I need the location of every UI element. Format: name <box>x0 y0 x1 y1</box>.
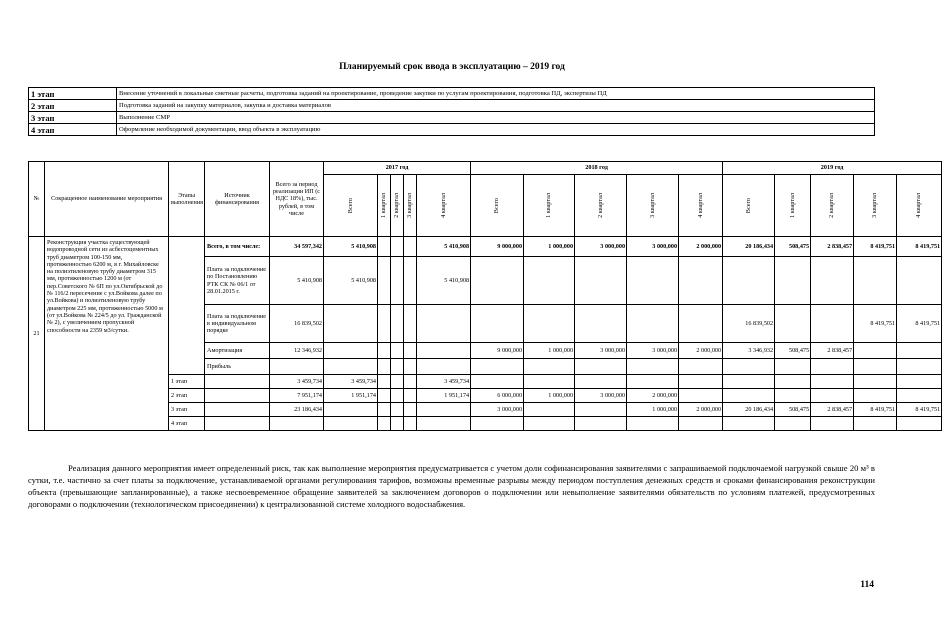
value-cell <box>391 343 404 359</box>
value-cell <box>378 237 391 257</box>
col-header-label: 1 квартал <box>380 193 388 218</box>
value-cell <box>471 359 524 375</box>
stage-row <box>29 88 875 100</box>
col-header-y2017-q1 <box>378 175 391 237</box>
value-cell <box>627 359 679 375</box>
col-header-y2018-q1 <box>524 175 575 237</box>
source-label: Прибыль <box>205 359 270 375</box>
col-header-stages: Этапы выполнения <box>169 162 205 237</box>
value-cell <box>324 417 378 431</box>
value-cell <box>679 257 723 305</box>
value-cell <box>404 343 417 359</box>
value-cell <box>378 343 391 359</box>
value-cell: 8 419,751 <box>897 403 942 417</box>
value-cell: 2 000,000 <box>679 343 723 359</box>
value-cell <box>378 257 391 305</box>
total-cell <box>270 359 324 375</box>
total-cell: 16 839,502 <box>270 305 324 343</box>
value-cell: 9 000,000 <box>471 343 524 359</box>
value-cell: 508,475 <box>775 403 811 417</box>
value-cell <box>811 359 854 375</box>
value-cell: 1 951,174 <box>417 389 471 403</box>
value-cell <box>471 417 524 431</box>
value-cell <box>378 403 391 417</box>
value-cell <box>324 403 378 417</box>
col-header-label: 1 квартал <box>788 193 796 218</box>
value-cell <box>897 375 942 389</box>
value-cell <box>391 305 404 343</box>
value-cell <box>404 359 417 375</box>
value-cell <box>575 257 627 305</box>
value-cell <box>723 359 775 375</box>
value-cell: 8 419,751 <box>854 305 897 343</box>
col-header-label: 1 квартал <box>545 193 553 218</box>
value-cell <box>524 359 575 375</box>
value-cell <box>471 257 524 305</box>
col-header-source: Источник финансирования <box>205 162 270 237</box>
value-cell <box>417 305 471 343</box>
value-cell: 2 000,000 <box>679 237 723 257</box>
value-cell <box>575 417 627 431</box>
col-header-y2018-q4 <box>679 175 723 237</box>
value-cell <box>897 343 942 359</box>
value-cell <box>854 257 897 305</box>
col-header-label: 3 квартал <box>871 193 879 218</box>
value-cell <box>854 375 897 389</box>
col-header-label: 4 квартал <box>439 193 447 218</box>
total-cell: 3 459,734 <box>270 375 324 389</box>
year-header-2017: 2017 год <box>324 162 471 175</box>
col-header-y2019-q2 <box>811 175 854 237</box>
value-cell <box>324 359 378 375</box>
value-cell: 1 000,000 <box>524 343 575 359</box>
col-header-y2019-q1 <box>775 175 811 237</box>
value-cell: 20 186,434 <box>723 403 775 417</box>
value-cell <box>811 375 854 389</box>
source-cell-empty <box>205 375 270 389</box>
total-cell: 12 346,932 <box>270 343 324 359</box>
value-cell: 3 000,000 <box>575 343 627 359</box>
source-cell-empty <box>205 417 270 431</box>
stage-cell: 3 этап <box>169 403 205 417</box>
value-cell: 6 000,000 <box>471 389 524 403</box>
value-cell: 2 000,000 <box>627 389 679 403</box>
value-cell <box>775 257 811 305</box>
financing-table <box>28 161 942 431</box>
value-cell <box>723 389 775 403</box>
col-header-label: 4 квартал <box>696 193 704 218</box>
value-cell <box>324 305 378 343</box>
page-title: Планируемый срок ввода в эксплуатацию – 2019 год <box>339 62 565 72</box>
value-cell <box>897 359 942 375</box>
value-cell <box>391 237 404 257</box>
value-cell <box>723 375 775 389</box>
value-cell <box>524 403 575 417</box>
value-cell: 3 459,734 <box>417 375 471 389</box>
col-header-y2019-q4 <box>897 175 942 237</box>
stage-cell-empty <box>169 237 205 375</box>
total-cell: 7 951,174 <box>270 389 324 403</box>
col-header-y2017-q3 <box>404 175 417 237</box>
value-cell <box>854 417 897 431</box>
value-cell <box>811 257 854 305</box>
value-cell <box>627 257 679 305</box>
value-cell <box>811 305 854 343</box>
year-header-2019: 2019 год <box>723 162 942 175</box>
value-cell <box>723 257 775 305</box>
value-cell <box>417 359 471 375</box>
col-header-y2018-all <box>471 175 524 237</box>
value-cell <box>391 375 404 389</box>
col-header-y2018-q2 <box>575 175 627 237</box>
value-cell <box>524 257 575 305</box>
col-header-name: Сокращенное наименование мероприятия <box>45 162 169 237</box>
value-cell <box>627 417 679 431</box>
col-header-label: 4 квартал <box>915 193 923 218</box>
value-cell <box>378 389 391 403</box>
stages-table <box>28 87 875 136</box>
value-cell: 508,475 <box>775 343 811 359</box>
value-cell <box>404 237 417 257</box>
value-cell <box>417 343 471 359</box>
value-cell: 3 000,000 <box>575 389 627 403</box>
value-cell: 3 000,000 <box>627 343 679 359</box>
value-cell <box>324 343 378 359</box>
value-cell: 3 000,000 <box>471 403 524 417</box>
value-cell: 8 419,751 <box>897 305 942 343</box>
value-cell <box>404 257 417 305</box>
value-cell <box>775 359 811 375</box>
value-cell: 5 410,908 <box>417 257 471 305</box>
stage-label: 4 этап <box>29 124 117 136</box>
value-cell: 2 838,457 <box>811 237 854 257</box>
value-cell: 2 838,457 <box>811 403 854 417</box>
value-cell <box>811 389 854 403</box>
col-header-y2019-all <box>723 175 775 237</box>
value-cell <box>679 305 723 343</box>
source-row <box>29 237 942 257</box>
stage-label: 3 этап <box>29 112 117 124</box>
total-cell: 34 597,342 <box>270 237 324 257</box>
value-cell <box>378 305 391 343</box>
source-cell-empty <box>205 403 270 417</box>
col-header-no: № <box>29 162 45 237</box>
col-header-y2017-q2 <box>391 175 404 237</box>
stage-row <box>29 112 875 124</box>
value-cell <box>723 417 775 431</box>
value-cell: 8 419,751 <box>854 403 897 417</box>
value-cell <box>404 375 417 389</box>
value-cell <box>471 305 524 343</box>
value-cell <box>854 389 897 403</box>
value-cell: 20 186,434 <box>723 237 775 257</box>
col-header-total: Всего за период реализации ИП (с НДС 18%), тыс. рублей, в том числе <box>270 162 324 237</box>
source-label: Амортизация <box>205 343 270 359</box>
stage-description: Внесение уточнений в локальные сметные расчеты, подготовка заданий на проектирование, проведение закупки по услугам проектирования, подготовка ПД, экспертизы ПД <box>117 88 875 100</box>
value-cell: 3 346,932 <box>723 343 775 359</box>
value-cell <box>897 417 942 431</box>
risk-paragraph: Реализация данного мероприятия имеет определенный риск, так как выполнение мероприятия предусматривается с учетом доли софинансирования заявителями с запрашиваемой подключаемой нагрузкой свыше 20 м³ в сутки, т.е. частично за счет платы за подключение, устанавливаемой органами регулирования тарифов, возможны временные разрывы между периодом поступления денежных средств и сроками финансирования реконструкции объекта (превышающие запланированные), а также несвоевременное обращение заявителей за заключением договоров о подключении или невыполнение заявителями обязательств по условиям платежей, предусмотренных договорами о подключении (технологическом присоединении) к централизованной системе холодного водоснабжения. <box>28 463 875 509</box>
stage-row <box>29 100 875 112</box>
measure-name: Реконструкция участка существующей водопроводной сети из асбестоцементных труб диаметром 100-150 мм, протяженностью 6200 м, в г. Михайловске на полиэтиленовую трубу диаметром 315 мм, протяженностью 1200 м (от пер.Советского № 6П по ул.Октябрьской до № 116/2 пересечение с ул.Войкова далее по ул.Войкова) и полиэтиленовую трубу диаметром 225 мм, протяженностью 5000 м (от ул.Войкова № 224/5 до ул. Гражданской № 2), с увеличением пропускной способности на 2359 м3/сутки. <box>45 237 169 431</box>
col-header-label: 2 квартал <box>393 193 401 218</box>
value-cell: 3 459,734 <box>324 375 378 389</box>
value-cell <box>897 389 942 403</box>
value-cell <box>679 417 723 431</box>
value-cell <box>404 417 417 431</box>
col-header-label: Всего <box>346 197 354 214</box>
value-cell: 16 839,502 <box>723 305 775 343</box>
col-header-label: 2 квартал <box>828 193 836 218</box>
source-label: Всего, в том числе: <box>205 237 270 257</box>
value-cell <box>627 375 679 389</box>
value-cell <box>391 359 404 375</box>
value-cell <box>378 417 391 431</box>
stage-label: 2 этап <box>29 100 117 112</box>
value-cell: 8 419,751 <box>854 237 897 257</box>
row-number: 21 <box>29 237 45 431</box>
col-header-y2019-q3 <box>854 175 897 237</box>
value-cell: 1 000,000 <box>627 403 679 417</box>
value-cell <box>854 359 897 375</box>
value-cell <box>404 389 417 403</box>
value-cell: 1 000,000 <box>524 389 575 403</box>
total-cell: 5 410,908 <box>270 257 324 305</box>
value-cell: 5 410,908 <box>324 237 378 257</box>
value-cell <box>391 403 404 417</box>
stage-cell: 1 этап <box>169 375 205 389</box>
value-cell <box>524 417 575 431</box>
year-header-2018: 2018 год <box>471 162 723 175</box>
col-header-label: 3 квартал <box>406 193 414 218</box>
value-cell <box>897 257 942 305</box>
value-cell <box>775 389 811 403</box>
stage-description: Оформление необходимой документации, ввод объекта в эксплуатацию <box>117 124 875 136</box>
stage-description: Выполнение СМР <box>117 112 875 124</box>
value-cell <box>391 417 404 431</box>
value-cell: 508,475 <box>775 237 811 257</box>
stage-cell: 4 этап <box>169 417 205 431</box>
source-label: Плата за подключение в индивидуальном порядке <box>205 305 270 343</box>
stage-description: Подготовка заданий на закупку материалов, закупка и доставка материалов <box>117 100 875 112</box>
value-cell: 8 419,751 <box>897 237 942 257</box>
value-cell: 5 410,908 <box>417 237 471 257</box>
col-header-label: Всего <box>744 197 752 214</box>
value-cell <box>471 375 524 389</box>
col-header-label: 3 квартал <box>648 193 656 218</box>
value-cell <box>679 389 723 403</box>
col-header-label: Всего <box>493 197 501 214</box>
stage-row <box>29 124 875 136</box>
value-cell <box>575 305 627 343</box>
value-cell: 1 951,174 <box>324 389 378 403</box>
value-cell <box>627 305 679 343</box>
value-cell <box>417 403 471 417</box>
value-cell <box>524 305 575 343</box>
col-header-y2017-q4 <box>417 175 471 237</box>
col-header-y2018-q3 <box>627 175 679 237</box>
source-cell-empty <box>205 389 270 403</box>
value-cell <box>404 305 417 343</box>
value-cell <box>811 417 854 431</box>
total-cell <box>270 417 324 431</box>
value-cell: 5 410,908 <box>324 257 378 305</box>
value-cell <box>679 375 723 389</box>
value-cell <box>775 417 811 431</box>
stage-cell: 2 этап <box>169 389 205 403</box>
value-cell <box>775 305 811 343</box>
value-cell <box>854 343 897 359</box>
stage-label: 1 этап <box>29 88 117 100</box>
value-cell <box>679 359 723 375</box>
col-header-y2017-all <box>324 175 378 237</box>
source-label: Плата за подключение по Постановлению РТК СК № 06/1 от 28.01.2015 г. <box>205 257 270 305</box>
total-cell: 23 186,434 <box>270 403 324 417</box>
value-cell: 2 838,457 <box>811 343 854 359</box>
value-cell <box>391 257 404 305</box>
value-cell <box>391 389 404 403</box>
value-cell: 2 000,000 <box>679 403 723 417</box>
value-cell <box>575 359 627 375</box>
value-cell <box>378 375 391 389</box>
value-cell: 3 000,000 <box>627 237 679 257</box>
value-cell <box>417 417 471 431</box>
value-cell: 1 000,000 <box>524 237 575 257</box>
col-header-label: 2 квартал <box>596 193 604 218</box>
page-number: 114 <box>860 580 874 590</box>
value-cell <box>404 403 417 417</box>
value-cell: 3 000,000 <box>575 237 627 257</box>
value-cell: 9 000,000 <box>471 237 524 257</box>
value-cell <box>575 403 627 417</box>
value-cell <box>378 359 391 375</box>
value-cell <box>775 375 811 389</box>
value-cell <box>575 375 627 389</box>
value-cell <box>524 375 575 389</box>
